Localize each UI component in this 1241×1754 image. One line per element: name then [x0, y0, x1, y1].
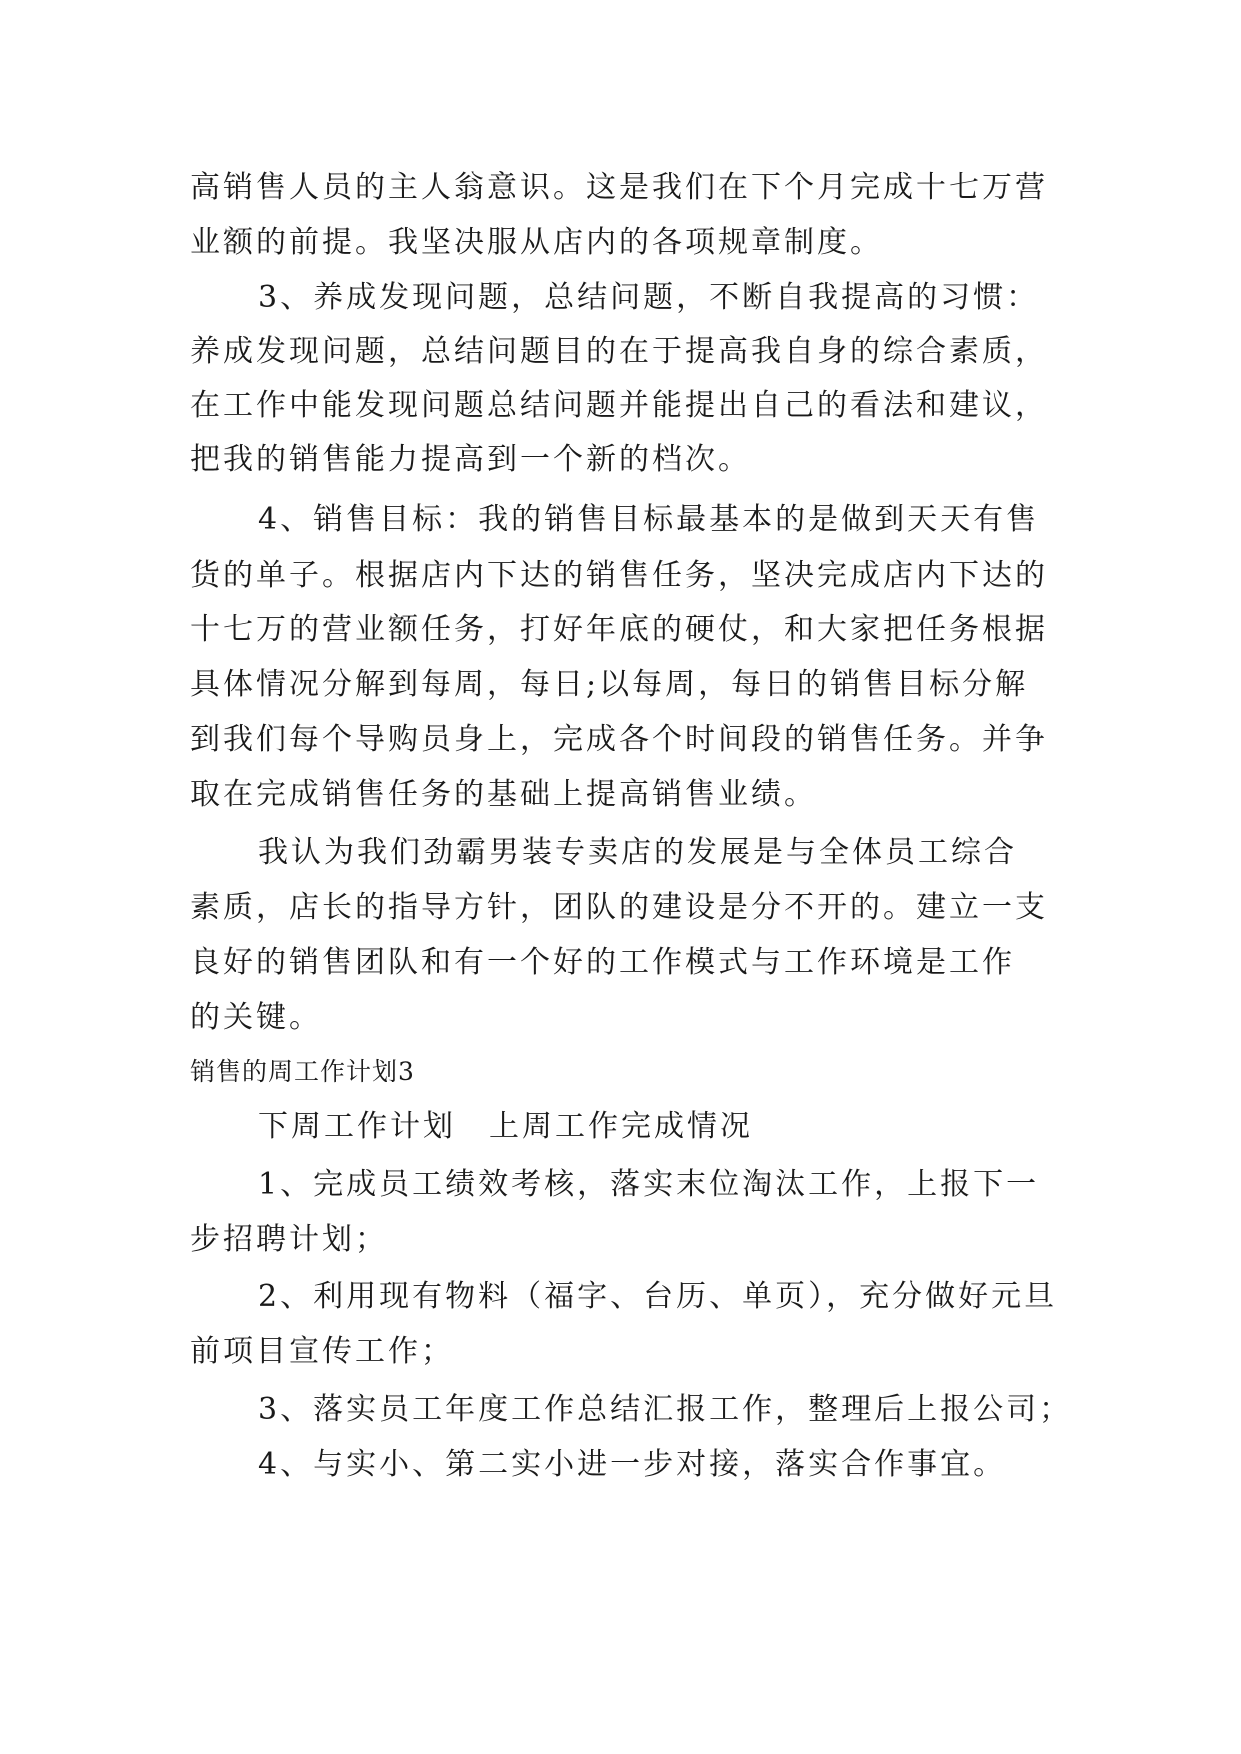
paragraph-line: 货的单子。根据店内下达的销售任务，坚决完成店内下达的 — [190, 558, 1048, 593]
paragraph-line: 高销售人员的主人翁意识。这是我们在下个月完成十七万营 — [190, 170, 1048, 205]
paragraph-line: 良好的销售团队和有一个好的工作模式与工作环境是工作 — [190, 945, 1015, 980]
list-item-line: 4、与实小、第二实小进一步对接，落实合作事宜。 — [258, 1447, 1007, 1482]
paragraph-line: 我认为我们劲霸男装专卖店的发展是与全体员工综合 — [258, 835, 1017, 870]
paragraph-line: 具体情况分解到每周，每日;以每周，每日的销售目标分解 — [190, 667, 1029, 702]
list-item-line: 1、完成员工绩效考核，落实末位淘汰工作，上报下一 — [258, 1167, 1040, 1202]
paragraph-line: 业额的前提。我坚决服从店内的各项规章制度。 — [190, 225, 883, 260]
paragraph-line: 在工作中能发现问题总结问题并能提出自己的看法和建议， — [190, 388, 1048, 423]
paragraph-line: 3、养成发现问题，总结问题，不断自我提高的习惯： — [258, 280, 1040, 315]
paragraph-line: 取在完成销售任务的基础上提高销售业绩。 — [190, 777, 817, 812]
paragraph-line: 下周工作计划 上周工作完成情况 — [258, 1109, 753, 1144]
list-item-line: 2、利用现有物料（福字、台历、单页），充分做好元旦 — [258, 1279, 1058, 1314]
paragraph-line: 把我的销售能力提高到一个新的档次。 — [190, 442, 751, 477]
paragraph-line: 养成发现问题，总结问题目的在于提高我自身的综合素质， — [190, 334, 1048, 369]
paragraph-line: 到我们每个导购员身上，完成各个时间段的销售任务。并争 — [190, 722, 1048, 757]
list-item-line: 3、落实员工年度工作总结汇报工作，整理后上报公司； — [258, 1392, 1073, 1427]
section-heading: 销售的周工作计划3 — [190, 1057, 415, 1086]
paragraph-line: 十七万的营业额任务，打好年底的硬仗，和大家把任务根据 — [190, 612, 1048, 647]
list-item-line: 步招聘计划； — [190, 1222, 388, 1257]
paragraph-line: 的关键。 — [190, 1000, 322, 1035]
paragraph-line: 素质，店长的指导方针，团队的建设是分不开的。建立一支 — [190, 890, 1048, 925]
paragraph-line: 4、销售目标：我的销售目标最基本的是做到天天有售 — [258, 502, 1040, 537]
list-item-line: 前项目宣传工作； — [190, 1334, 454, 1369]
